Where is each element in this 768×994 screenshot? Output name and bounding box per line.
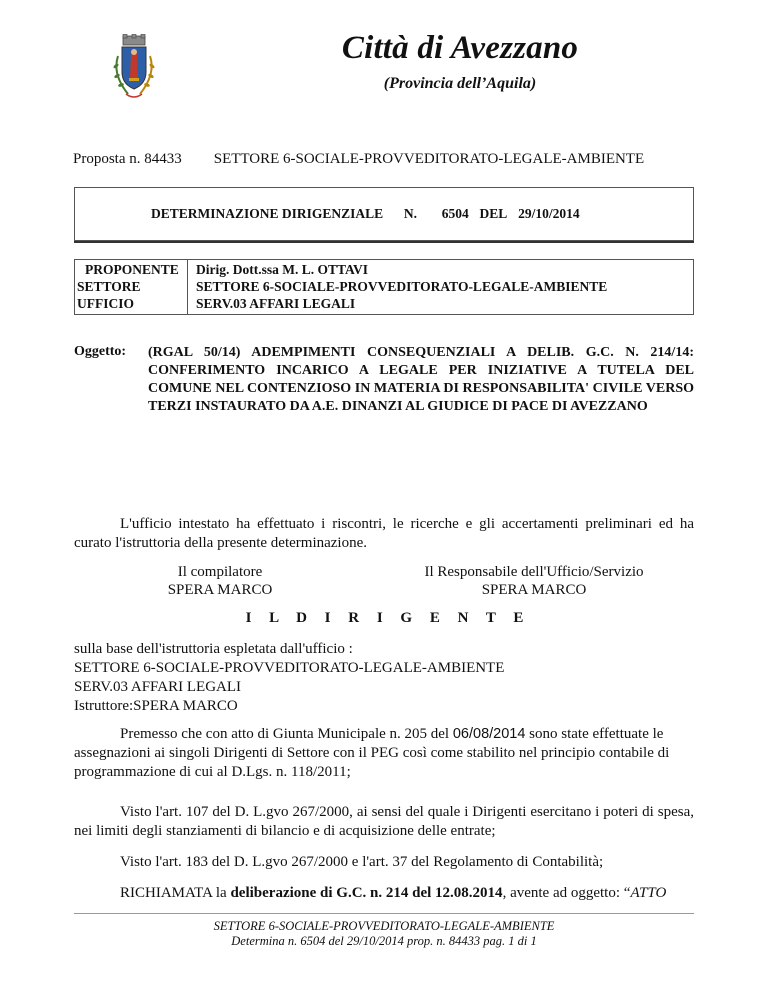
determinazione-date: 29/10/2014 — [518, 206, 580, 221]
proponente-value: Dirig. Dott.ssa M. L. OTTAVI — [196, 262, 369, 277]
determinazione-box — [74, 187, 694, 241]
compilatore-name: SPERA MARCO — [167, 582, 273, 598]
proponente-label: PROPONENTE — [85, 262, 179, 277]
province-subtitle: (Provincia dell’Aquila) — [383, 75, 537, 92]
page-footer — [0, 919, 768, 949]
premesso-date: 06/08/2014 — [452, 726, 526, 742]
determinazione-line — [151, 206, 580, 222]
footer-divider — [74, 913, 694, 914]
richiamata-middle: , avente ad oggetto: “ — [502, 885, 631, 901]
dirigente-heading: I L D I R I G E N T E — [245, 610, 531, 626]
info-table — [74, 259, 694, 315]
richiamata-before: RICHIAMATA la — [120, 885, 231, 901]
basis-istruttore: Istruttore:SPERA MARCO — [74, 698, 238, 714]
premesso-after: sono state effettuate le assegnazioni ai singoli Dirigenti di Settore con il PEG così come stabilito nel principio contabile di programmazione di cui al D.Lgs. n. 118/2011; — [74, 726, 670, 780]
compilatore-block — [140, 563, 300, 599]
basis-intro: sulla base dell'istruttoria espletata dall'ufficio : — [74, 641, 353, 657]
determinazione-label: DETERMINAZIONE DIRIGENZIALE — [151, 206, 384, 221]
richiamata-paragraph — [74, 884, 694, 903]
determinazione-number: 6504 — [441, 206, 469, 221]
determinazione-n-label: N. — [403, 206, 418, 221]
basis-block — [74, 640, 504, 716]
istruttoria-paragraph: L'ufficio intestato ha effettuato i riscontri, le ricerche e gli accertamenti preliminari ed ha curato l'istruttoria della presente determinazione. — [74, 516, 694, 551]
footer-determina: Determina n. 6504 del 29/10/2014 prop. n. 84433 pag. 1 di 1 — [231, 934, 537, 948]
visto-183-paragraph: Visto l'art. 183 del D. L.gvo 267/2000 e l'art. 37 del Regolamento di Contabilità; — [120, 854, 604, 870]
city-crest-icon — [108, 34, 160, 104]
proposta-settore: SETTORE 6-SOCIALE-PROVVEDITORATO-LEGALE-AMBIENTE — [213, 151, 645, 167]
responsabile-label: Il Responsabile dell'Ufficio/Servizio — [424, 564, 644, 580]
determinazione-del-label: DEL — [479, 206, 508, 221]
city-title: Città di Avezzano — [341, 30, 579, 66]
premesso-paragraph — [74, 725, 694, 782]
proposta-number: Proposta n. 84433 — [73, 151, 182, 167]
oggetto-label: Oggetto: — [74, 344, 127, 359]
proposta-line — [73, 151, 644, 168]
richiamata-delibera: deliberazione di G.C. n. 214 del 12.08.2014 — [230, 885, 503, 901]
responsabile-name: SPERA MARCO — [481, 582, 587, 598]
basis-servizio: SERV.03 AFFARI LEGALI — [74, 679, 242, 695]
responsabile-block — [404, 563, 664, 599]
ufficio-label: UFFICIO — [77, 296, 134, 311]
ufficio-value: SERV.03 AFFARI LEGALI — [196, 296, 356, 311]
oggetto-text: (RGAL 50/14) ADEMPIMENTI CONSEQUENZIALI A DELIB. G.C. N. 214/14: CONFERIMENTO INCARICO A LEGALE PER INIZIATIVE A TUTELA DEL COMUNE NEL CONTENZIOSO IN MATERIA DI RESPONSABILITA' CIVILE VERSO TERZI INSTAURATO DA A.E. DINANZI AL GIUDICE DI PACE DI AVEZZANO — [148, 345, 694, 414]
compilatore-label: Il compilatore — [177, 564, 263, 580]
visto-107-paragraph: Visto l'art. 107 del D. L.gvo 267/2000, ai sensi del quale i Dirigenti esercitano i poteri di spesa, nei limiti degli stanziamenti di bilancio e di acquisizione delle entrate; — [74, 804, 694, 839]
footer-settore: SETTORE 6-SOCIALE-PROVVEDITORATO-LEGALE-AMBIENTE — [213, 919, 555, 933]
basis-settore: SETTORE 6-SOCIALE-PROVVEDITORATO-LEGALE-AMBIENTE — [74, 660, 505, 676]
settore-value: SETTORE 6-SOCIALE-PROVVEDITORATO-LEGALE-AMBIENTE — [196, 279, 608, 294]
richiamata-atto: ATTO — [630, 885, 667, 901]
premesso-before: Premesso che con atto di Giunta Municipale n. 205 del — [120, 726, 453, 742]
settore-label: SETTORE — [77, 279, 141, 294]
